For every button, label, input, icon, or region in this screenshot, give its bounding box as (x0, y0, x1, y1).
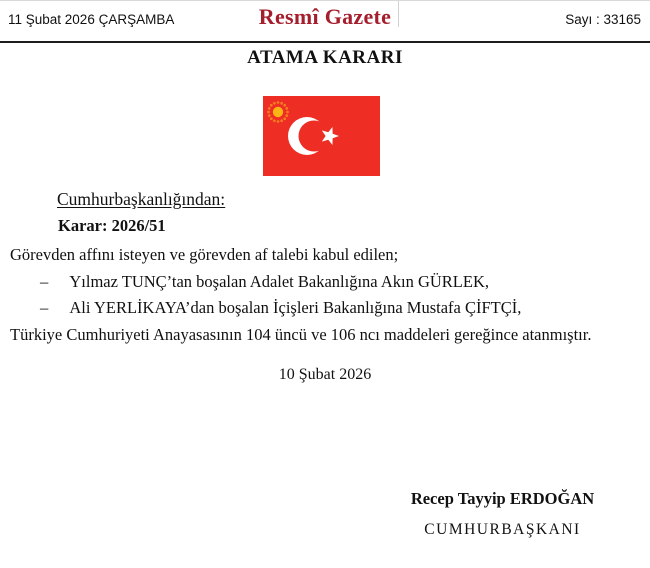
signatory-title: CUMHURBAŞKANI (424, 521, 581, 538)
item-dash: – (40, 298, 49, 318)
masthead-divider-tick (398, 1, 399, 27)
masthead-rule (0, 41, 650, 43)
signatory-name: Recep Tayyip ERDOĞAN (410, 489, 595, 508)
appointment-item (10, 269, 640, 296)
gazette-title: Resmî Gazete (258, 4, 392, 29)
item-dash: – (40, 271, 49, 291)
item-text: Ali YERLİKAYA’dan boşalan İçişleri Bakanlığına Mustafa ÇİFTÇİ, (69, 298, 522, 318)
decree-body (10, 242, 640, 348)
section-title: ATAMA KARARI (247, 47, 403, 68)
item-text: Yılmaz TUNÇ’tan boşalan Adalet Bakanlığına Akın GÜRLEK, (69, 271, 489, 291)
turkish-presidential-flag (263, 96, 380, 176)
issuing-authority: Cumhurbaşkanlığından: (57, 189, 226, 209)
decision-date: 10 Şubat 2026 (278, 366, 372, 383)
body-closing: Türkiye Cumhuriyeti Anayasasının 104 üncü ve 106 ncı maddeleri gereğince atanmıştır. (10, 324, 592, 344)
decree-number: Karar: 2026/51 (58, 216, 166, 235)
body-intro: Görevden affını isteyen ve görevden af talebi kabul edilen; (10, 245, 399, 264)
signature-block (355, 489, 650, 539)
issue-number: Sayı : 33165 (565, 12, 641, 27)
appointment-item (10, 295, 640, 322)
sun-icon (273, 107, 283, 117)
crescent-inner (299, 121, 330, 152)
masthead-date: 11 Şubat 2026 ÇARŞAMBA (8, 12, 175, 27)
